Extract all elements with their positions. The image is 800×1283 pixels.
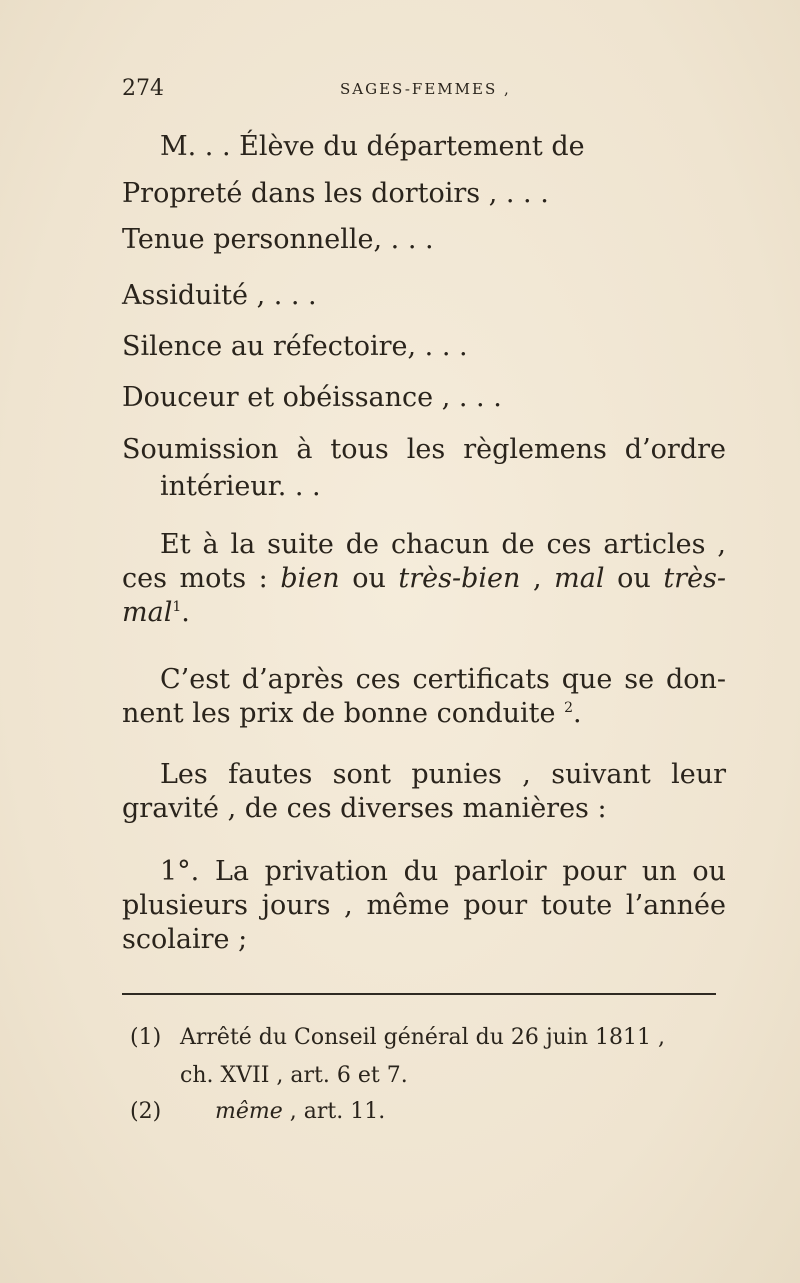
word-mal-2: mal [122, 597, 173, 628]
paragraph-articles [122, 528, 726, 630]
word-tres: très- [663, 563, 727, 594]
page-number: 274 [122, 76, 164, 101]
text-ou-2: ou [604, 563, 664, 594]
paragraph-privation-line-1 [122, 855, 726, 889]
word-tres-bien: très-bien [398, 563, 521, 594]
paragraph-articles-line-3 [122, 596, 726, 630]
paragraph-certificats [122, 663, 726, 731]
period-2: . [573, 698, 582, 729]
paragraph-articles-line-1 [122, 528, 726, 562]
paragraph-privation-line-2 [122, 889, 726, 923]
paragraph-certificats-line-2 [122, 697, 726, 731]
list-line-soumission-text: Soumission à tous les règlemens d’ordre [122, 434, 726, 465]
footnote-1-marker: (1) [130, 1025, 162, 1050]
footnote-2-marker: (2) [130, 1099, 162, 1124]
paragraph-articles-line-2 [122, 562, 726, 596]
period: . [181, 597, 190, 628]
list-line-proprete: Propreté dans les dortoirs , . . . [122, 178, 549, 209]
footnote-2 [130, 1098, 385, 1126]
footnote-ref-1[interactable]: 1 [172, 599, 182, 615]
text-ou: ou [339, 563, 399, 594]
paragraph-articles-line-1-text: Et à la suite de chacun de ces articles , [160, 529, 726, 560]
paragraph-privation [122, 855, 726, 957]
footnote-divider [122, 993, 716, 995]
paragraph-fautes-line-1 [122, 758, 726, 792]
paragraph-certificats-line-1 [122, 663, 726, 697]
footnote-2-ref: , art. 11. [282, 1099, 386, 1124]
paragraph-fautes-line-1-text: Les fautes sont punies , suivant leur [160, 759, 726, 790]
list-line-interieur: intérieur. . . [160, 471, 321, 502]
footnote-1 [130, 1024, 665, 1052]
list-line-silence: Silence au réfectoire, . . . [122, 331, 468, 362]
word-bien: bien [280, 563, 340, 594]
list-line-douceur: Douceur et obéissance , . . . [122, 382, 502, 413]
running-head: SAGES-FEMMES , [340, 80, 511, 98]
list-line-student: M. . . Élève du département de [160, 131, 585, 162]
paragraph-privation-line-3: scolaire ; [122, 924, 248, 955]
page-header [122, 76, 622, 106]
text-comma: , [520, 563, 555, 594]
word-mal: mal [554, 563, 605, 594]
paragraph-certificats-line-2-text: nent les prix de bonne conduite [122, 698, 565, 729]
list-line-tenue: Tenue personnelle, . . . [122, 224, 434, 255]
paragraph-certificats-line-1-text: C’est d’après ces certificats que se don- [160, 664, 726, 695]
footnote-2-meme: même [215, 1099, 283, 1124]
list-line-assiduite: Assiduité , . . . [122, 280, 317, 311]
text-ces-mots: ces mots : [122, 563, 281, 594]
footnote-ref-2[interactable]: 2 [564, 700, 574, 716]
paragraph-privation-line-1-text: 1°. La privation du parloir pour un ou [160, 856, 726, 887]
footnote-1-line-2: ch. XVII , art. 6 et 7. [180, 1063, 408, 1088]
paragraph-privation-line-2-text: plusieurs jours , même pour toute l’année [122, 890, 726, 921]
paragraph-fautes-line-2: gravité , de ces diverses manières : [122, 793, 607, 824]
footnote-1-line-1: Arrêté du Conseil général du 26 juin 1811 , [180, 1025, 666, 1050]
list-line-soumission [122, 433, 726, 467]
paragraph-fautes [122, 758, 726, 826]
